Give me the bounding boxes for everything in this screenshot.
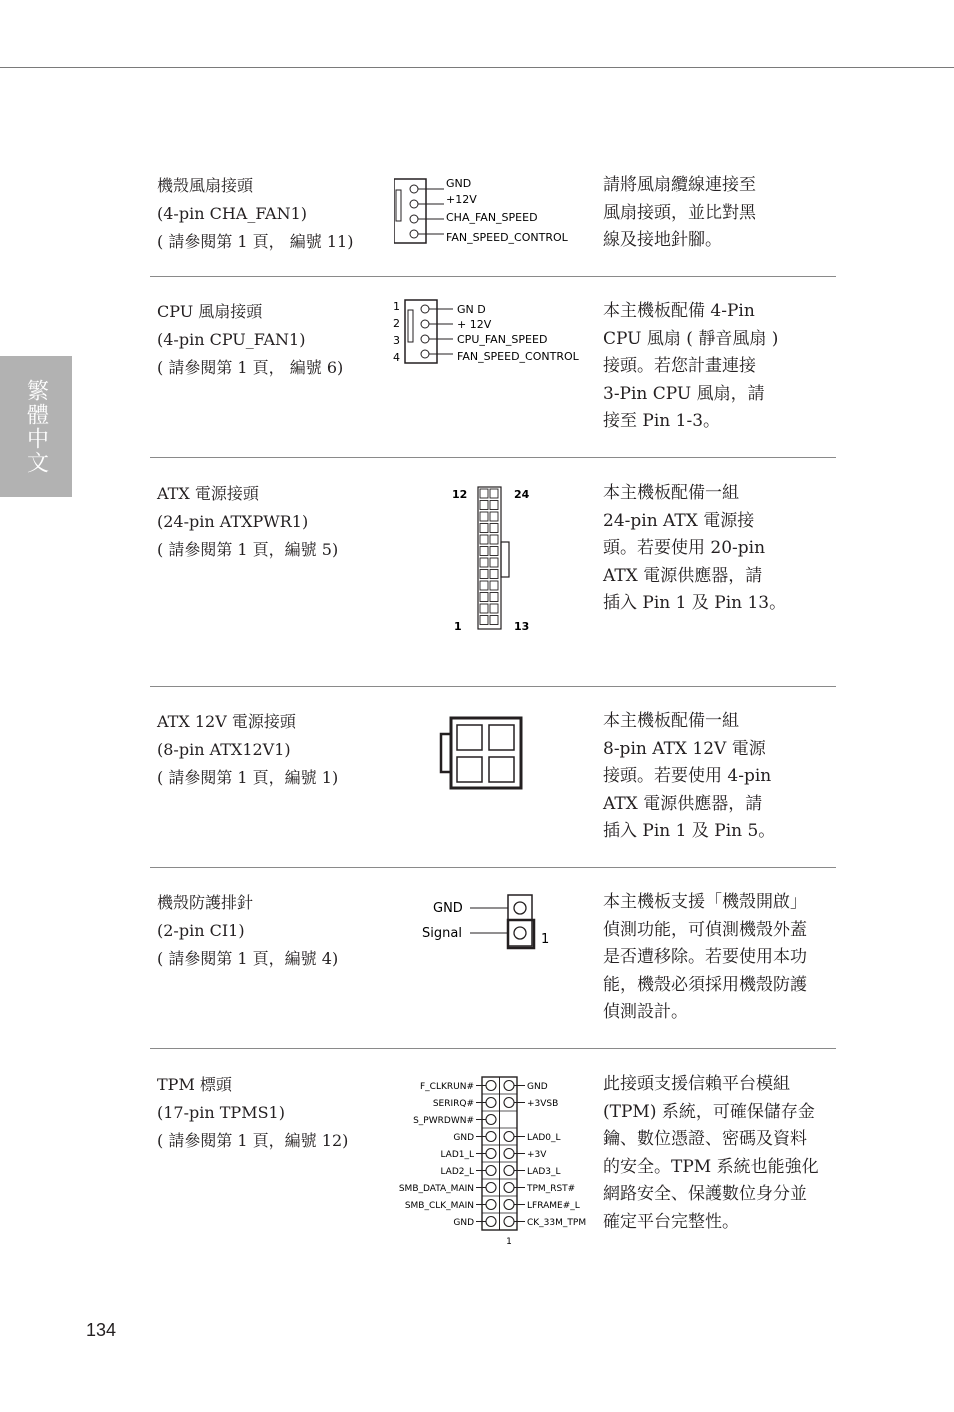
chassis-intrusion-title-block [157,889,397,973]
cpu-fan-pin-number: 3 [393,334,400,347]
tpm-left-pin-label: S_PWRDWN# [413,1116,474,1126]
atx-power-pin [480,558,488,567]
cha-fan-pin-1 [410,185,418,193]
atx-power-page-ref: ( 請參閱第 1 頁，編號 5) [157,540,339,559]
atx-power-pin-spec: (24-pin ATXPWR1) [157,512,309,531]
cha-fan-pin-spec: (4-pin CHA_FAN1) [157,204,308,223]
atx-power-pin [490,604,498,613]
tpm-left-pin-label: SMB_DATA_MAIN [398,1184,474,1194]
tpm-pin [486,1115,496,1125]
chassis-intrusion-diagram [418,891,558,953]
desc-line: 本主機板配備一組 [603,483,739,503]
desc-line: 的安全。TPM 系統也能強化 [603,1156,819,1177]
tpm-pin [486,1149,496,1159]
tpm-right-pin-label: +3VSB [527,1099,559,1109]
chassis-intrusion-name: 機殼防護排針 [157,893,254,912]
desc-line: 偵測功能，可偵測機殼外蓋 [603,919,807,940]
atx-power-pin [490,581,498,590]
atx-power-pin [490,501,498,510]
atx-power-pin [480,501,488,510]
tpm-title-block [157,1071,397,1155]
tpm-right-pin-label: LAD0_L [527,1133,561,1143]
chassis-intrusion-pin-gnd [514,902,526,914]
tpm-left-pin-label: SERIRQ# [432,1099,474,1109]
atx-power-diagram [448,484,538,636]
cpu-fan-pin-label: + 12V [457,318,492,331]
desc-line: 插入 Pin 1 及 Pin 13。 [603,593,787,613]
cha-fan-name: 機殼風扇接頭 [157,176,254,195]
section-cha-fan [150,172,836,277]
cpu-fan-pin-label: FAN_SPEED_CONTROL [457,350,579,363]
desc-line: 風扇接頭，並比對黑 [603,202,756,223]
cpu-fan-description [603,298,835,436]
cpu-fan-page-ref: ( 請參閱第 1 頁， 編號 6) [157,358,344,377]
header-rule [0,67,954,68]
atx-power-corner-label: 12 [452,488,468,501]
side-tab-label: 繁體中文 [23,378,49,475]
cpu-fan-title-block [157,298,397,382]
chassis-intrusion-pin-spec: (2-pin CI1) [157,921,245,940]
desc-line: 線及接地針腳。 [603,230,722,250]
tpm-pin [486,1183,496,1193]
desc-line: 網路安全、保護數位身分並 [603,1184,807,1204]
desc-line: CPU 風扇 ( 靜音風扇 ) [603,328,779,349]
desc-line: 請將風扇纜線連接至 [603,175,756,195]
atx-power-pin [480,547,488,556]
tpm-pin [504,1081,514,1091]
atx-power-pin [480,535,488,544]
desc-line: 3-Pin CPU 風扇，請 [603,383,765,404]
desc-line: 接頭。若要使用 4-pin [603,766,772,786]
tpm-pin [486,1200,496,1210]
atx12v-page-ref: ( 請參閱第 1 頁，編號 1) [157,768,339,787]
tpm-pin [504,1098,514,1108]
cpu-fan-pin-label: CPU_FAN_SPEED [457,333,548,346]
cpu-fan-pin-3 [421,335,429,343]
section-atx12v [150,708,836,868]
cpu-fan-pin-number: 2 [393,317,400,330]
atx-power-pin [490,524,498,533]
chassis-intrusion-pin-label: GND [433,901,463,916]
atx-power-pin [490,558,498,567]
desc-line: 偵測設計。 [603,1002,688,1022]
tpm-pin [486,1098,496,1108]
chassis-intrusion-pin-label: Signal [422,926,462,941]
atx-power-pin [480,524,488,533]
atx-power-pin [480,489,488,498]
desc-line: 24-pin ATX 電源接 [603,510,755,531]
section-chassis-intrusion [150,889,836,1049]
cha-fan-pin-label: +12V [446,193,477,206]
cpu-fan-name: CPU 風扇接頭 [157,302,263,321]
tpm-left-pin-label: LAD2_L [440,1167,474,1177]
chassis-intrusion-pin-one: 1 [541,932,550,947]
desc-line: 接頭。若您計畫連接 [603,356,756,376]
tpm-right-pin-label: LAD3_L [527,1167,561,1177]
tpm-left-pin-label: LAD1_L [440,1150,474,1160]
cha-fan-pin-2 [410,200,418,208]
desc-line: 本主機板支援「機殼開啟」 [603,892,807,912]
tpm-right-pin-label: LFRAME#_L [527,1201,580,1211]
tpm-page-ref: ( 請參閱第 1 頁，編號 12) [157,1131,349,1150]
tpm-pin [504,1200,514,1210]
atx-power-pin [480,593,488,602]
tpm-right-pin-label: +3V [527,1150,547,1160]
desc-line: ATX 電源供應器，請 [603,793,763,814]
atx-power-pin [490,570,498,579]
atx-power-pin [490,616,498,625]
cha-fan-pin-label: CHA_FAN_SPEED [446,211,538,224]
desc-line: 是否遭移除。若要使用本功 [603,947,807,967]
tpm-right-pin-label: GND [527,1082,548,1092]
tpm-pin [486,1166,496,1176]
cha-fan-pin-label: FAN_SPEED_CONTROL [446,231,568,244]
atx-power-pin [490,512,498,521]
desc-line: 接至 Pin 1-3。 [603,411,721,431]
tpm-name: TPM 標頭 [157,1075,232,1094]
tpm-pin [504,1149,514,1159]
desc-line: 8-pin ATX 12V 電源 [603,738,766,759]
tpm-right-pin-label: TPM_RST# [527,1184,576,1194]
tpm-pin [504,1132,514,1142]
tpm-pin-spec: (17-pin TPMS1) [157,1103,285,1122]
desc-line: 頭。若要使用 20-pin [603,538,766,558]
cpu-fan-pin-4 [421,350,429,358]
cpu-fan-pin-spec: (4-pin CPU_FAN1) [157,330,306,349]
cha-fan-diagram [394,176,594,246]
atx12v-pin-spec: (8-pin ATX12V1) [157,740,291,759]
tpm-description [603,1071,835,1236]
atx-power-corner-label: 24 [514,488,530,501]
atx-power-description [603,480,835,618]
tpm-pin [504,1166,514,1176]
desc-line: 鑰、數位憑證、密碼及資料 [603,1129,807,1149]
cpu-fan-pin-1 [421,305,429,313]
atx12v-description [603,708,835,846]
tpm-pin [504,1217,514,1227]
cha-fan-description [603,172,835,255]
tpm-left-pin-label: SMB_CLK_MAIN [404,1201,474,1211]
cpu-fan-diagram [390,298,600,368]
tpm-left-pin-label: F_CLKRUN# [420,1082,474,1092]
atx-power-pin [480,512,488,521]
page-number: 134 [86,1320,117,1340]
atx-power-pin [480,616,488,625]
atx-power-pin [490,535,498,544]
cpu-fan-pin-label: GN D [457,303,486,316]
cpu-fan-pin-2 [421,320,429,328]
cha-fan-pin-4 [410,230,418,238]
tpm-pin [486,1081,496,1091]
cpu-fan-pin-number: 1 [393,300,400,313]
cha-fan-pin-3 [410,215,418,223]
section-tpm [150,1071,836,1251]
tpm-pin [504,1183,514,1193]
tpm-diagram [388,1075,603,1250]
atx-power-corner-label: 13 [514,620,530,633]
desc-line: 本主機板配備 4-Pin [603,301,755,321]
tpm-pin [486,1132,496,1142]
cha-fan-pin-label: GND [446,177,472,190]
cpu-fan-pin-number: 4 [393,351,400,364]
cha-fan-title-block [157,172,397,256]
chassis-intrusion-description [603,889,835,1027]
desc-line: 確定平台完整性。 [603,1211,739,1232]
cha-fan-page-ref: ( 請參閱第 1 頁， 編號 11) [157,232,354,251]
atx12v-title-block [157,708,397,792]
atx-power-title-block [157,480,397,564]
atx-power-pin [480,581,488,590]
section-atx-power [150,480,836,687]
atx-power-pin [490,593,498,602]
desc-line: (TPM) 系統，可確保儲存金 [603,1101,815,1122]
atx-power-pin [490,489,498,498]
desc-line: 能，機殼必須採用機殼防護 [603,974,807,995]
desc-line: 此接頭支援信賴平台模組 [603,1074,790,1094]
atx-power-name: ATX 電源接頭 [157,484,259,503]
tpm-right-pin-label: CK_33M_TPM [527,1218,587,1228]
tpm-pin [486,1217,496,1227]
atx12v-diagram [438,716,528,792]
atx12v-name: ATX 12V 電源接頭 [157,712,296,731]
desc-line: 插入 Pin 1 及 Pin 5。 [603,821,776,841]
tpm-pin-one: 1 [506,1237,512,1247]
desc-line: 本主機板配備一組 [603,711,739,731]
tpm-left-pin-label: GND [453,1218,474,1228]
tpm-left-pin-label: GND [453,1133,474,1143]
section-cpu-fan [150,298,836,458]
language-side-tab [0,356,72,497]
atx-power-pin [480,570,488,579]
chassis-intrusion-pin-signal [514,927,526,939]
desc-line: ATX 電源供應器，請 [603,565,763,586]
atx-power-pin [480,604,488,613]
atx-power-pin [490,547,498,556]
atx-power-corner-label: 1 [454,620,462,633]
chassis-intrusion-page-ref: ( 請參閱第 1 頁，編號 4) [157,949,339,968]
